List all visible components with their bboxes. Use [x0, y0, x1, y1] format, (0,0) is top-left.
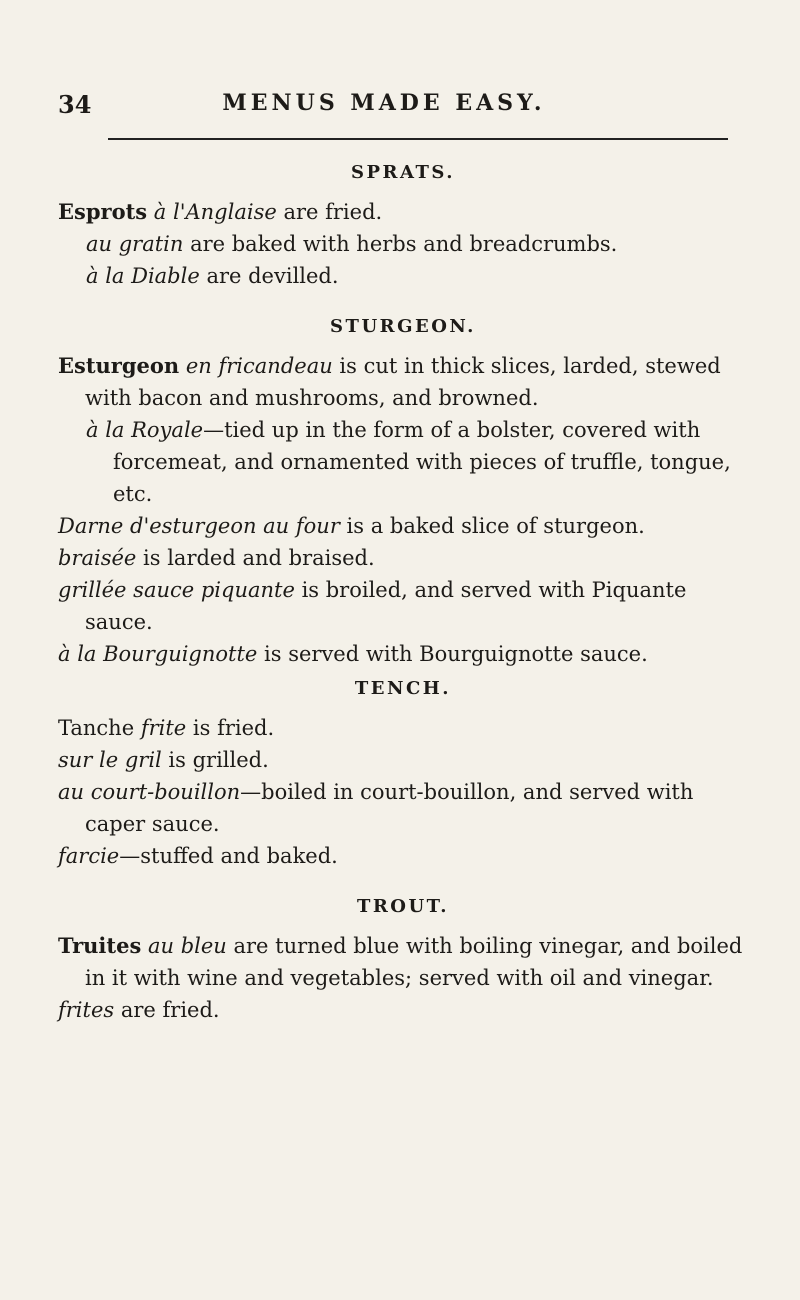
entry-desc: —stuffed and baked. — [119, 844, 338, 868]
entry — [58, 840, 748, 872]
entry — [58, 510, 748, 542]
entry-lead: Esprots — [58, 199, 148, 224]
page-header — [58, 90, 710, 130]
entry-term: à la Royale — [86, 418, 204, 442]
entry-term: frite — [140, 716, 187, 740]
entry — [58, 574, 748, 638]
running-title: MENUS MADE EASY. — [222, 90, 546, 116]
entry — [58, 994, 748, 1026]
entry-desc: is fried. — [186, 716, 275, 740]
entry-desc: is broiled, and served with Piquante sauce. — [85, 578, 687, 634]
entry-desc: are fried. — [276, 200, 383, 224]
section-tench — [58, 676, 748, 872]
entry-desc: are devilled. — [199, 264, 339, 288]
entry-term: au court-bouillon — [58, 780, 241, 804]
header-rule — [108, 138, 728, 140]
entry-desc: are turned blue with boiling vinegar, and boiled in it with wine and vegetables; served with oil and vinegar. — [85, 934, 743, 990]
section-sprats — [58, 160, 748, 292]
entry — [58, 414, 748, 510]
entry-term: au gratin — [86, 232, 184, 256]
section-trout — [58, 894, 748, 1026]
entry-desc: is cut in thick slices, larded, stewed with bacon and mushrooms, and browned. — [85, 354, 721, 410]
entry-lead: Truites — [58, 933, 142, 958]
entry-desc: is a baked slice of sturgeon. — [339, 514, 645, 538]
entry-mid: en — [179, 354, 219, 378]
entry — [58, 776, 748, 840]
entry-term: braisée — [58, 546, 137, 570]
entry-term: fricandeau — [218, 354, 333, 378]
entry-desc: —boiled in court-bouillon, and served with caper sauce. — [85, 780, 694, 836]
entry-term: grillée sauce piquante — [58, 578, 295, 602]
entry-lead: Esturgeon — [58, 353, 180, 378]
entry-desc: are baked with herbs and breadcrumbs. — [183, 232, 618, 256]
entry — [58, 260, 748, 292]
entry-term: sur le gril — [58, 748, 162, 772]
section-title: STURGEON. — [330, 316, 476, 337]
section-title: TROUT. — [356, 896, 450, 917]
entry-term: frites — [58, 998, 115, 1022]
entry — [58, 196, 748, 228]
entry-desc: is served with Bourguignotte sauce. — [257, 642, 648, 666]
entry-term: au bleu — [147, 934, 227, 958]
section-title: TENCH. — [354, 678, 452, 699]
entry-term: à la Bourguignotte — [58, 642, 258, 666]
entry — [58, 638, 748, 670]
entry-desc: are fried. — [114, 998, 220, 1022]
entry — [58, 542, 748, 574]
entry-lead: Tanche — [58, 716, 135, 740]
entry-desc: is larded and braised. — [136, 546, 375, 570]
entry-term: à l'Anglaise — [153, 200, 277, 224]
entry — [58, 744, 748, 776]
entry-desc: —tied up in the form of a bolster, covered with forcemeat, and ornamented with pieces of truffle, tongue, etc. — [113, 418, 731, 506]
entry — [58, 350, 748, 414]
page-body — [58, 160, 748, 1026]
section-title: SPRATS. — [351, 162, 455, 183]
section-sturgeon — [58, 314, 748, 670]
page-number: 34 — [58, 90, 92, 119]
entry — [58, 930, 748, 994]
entry-desc: is grilled. — [161, 748, 269, 772]
entry-term: Darne d'esturgeon au four — [58, 514, 340, 538]
entry — [58, 228, 748, 260]
entry-term: à la Diable — [86, 264, 200, 288]
entry-term: farcie — [58, 844, 120, 868]
entry — [58, 712, 748, 744]
